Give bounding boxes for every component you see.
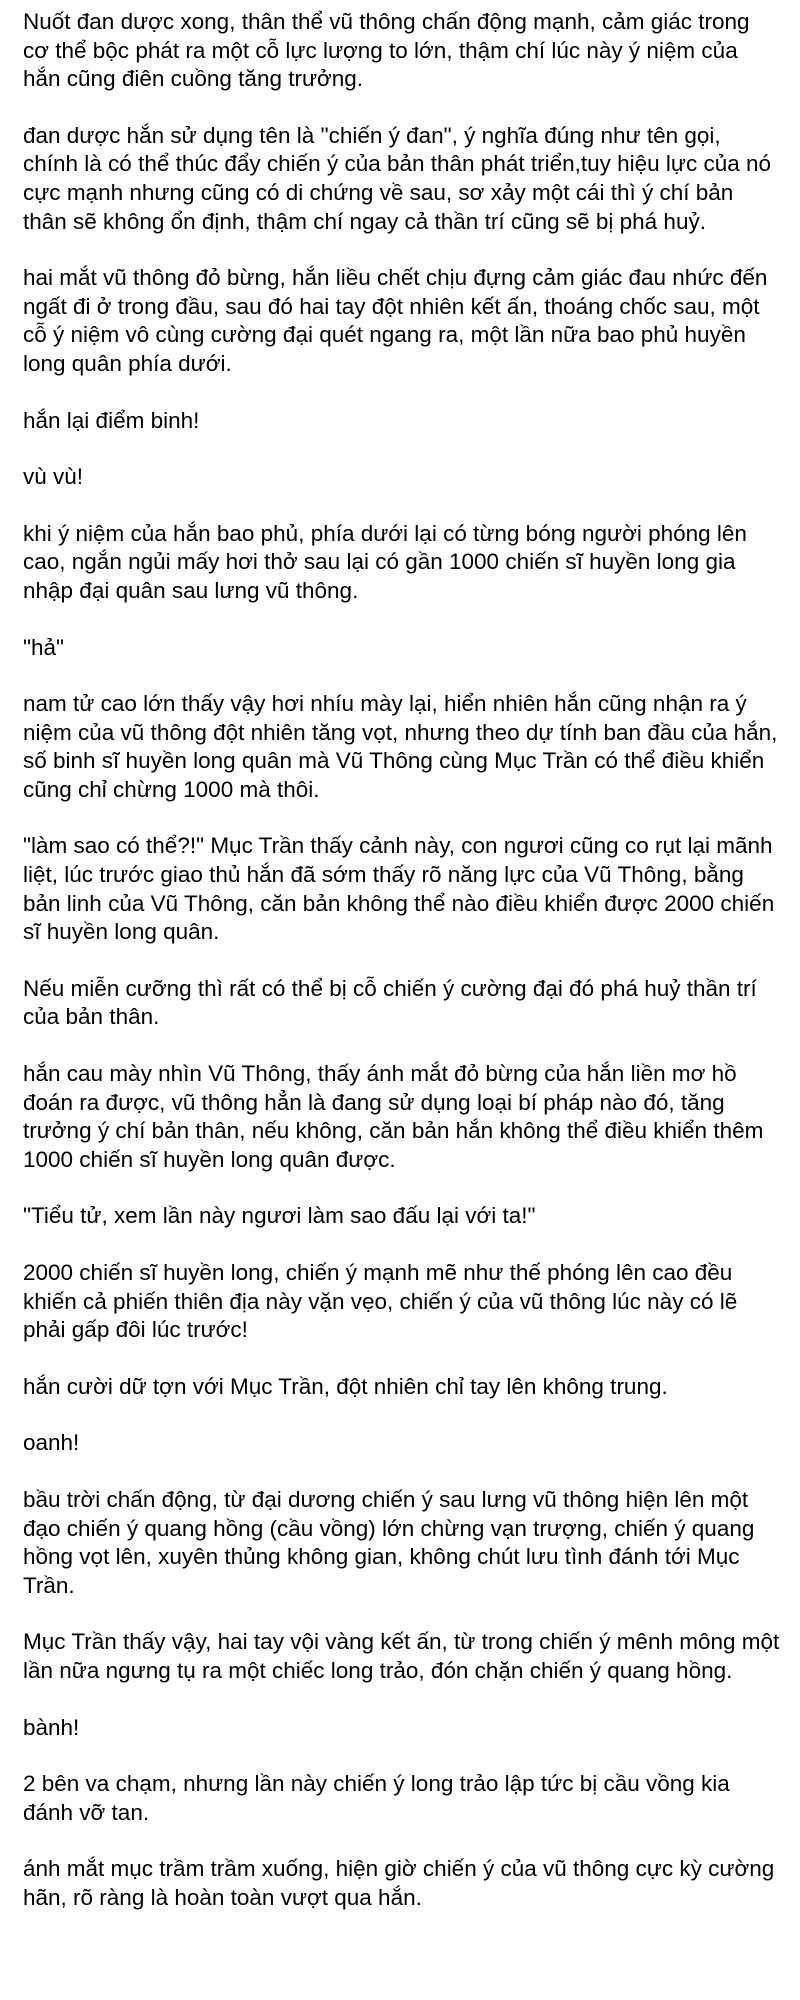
paragraph-12: "Tiểu tử, xem lần này ngươi làm sao đấu lại với ta!" xyxy=(23,1203,536,1229)
paragraph-6: khi ý niệm của hắn bao phủ, phía dưới lại có từng bóng người phóng lên cao, ngắn ngủi mấy hơi thở sau lại có gần 1000 chiến sĩ huyền long gia nhập đại quân sau lưng vũ thông. xyxy=(23,520,747,603)
paragraph-20: ánh mắt mục trầm trầm xuống, hiện giờ chiến ý của vũ thông cực kỳ cường hãn, rõ ràng là hoàn toàn vượt qua hắn. xyxy=(23,1856,775,1910)
paragraph-3: hai mắt vũ thông đỏ bừng, hắn liều chết chịu đựng cảm giác đau nhức đến ngất đi ở trong đầu, sau đó hai tay đột nhiên kết ấn, thoáng chốc sau, một cỗ ý niệm vô cùng cường đại quét ngang ra, một lần nữa bao phủ huyền long quân phía dưới. xyxy=(23,265,768,376)
paragraph-5: vù vù! xyxy=(23,464,84,490)
paragraph-19: 2 bên va chạm, nhưng lần này chiến ý long trảo lập tức bị cầu vồng kia đánh vỡ tan. xyxy=(23,1771,730,1825)
paragraph-1: Nuốt đan dược xong, thân thể vũ thông chấn động mạnh, cảm giác trong cơ thể bộc phát ra một cỗ lực lượng to lớn, thậm chí lúc này ý niệm của hắn cũng điên cuồng tăng trưởng. xyxy=(23,9,750,92)
paragraph-2: đan dược hắn sử dụng tên là "chiến ý đan", ý nghĩa đúng như tên gọi, chính là có thể thúc đẩy chiến ý của bản thân phát triển,tuy hiệu lực của nó cực mạnh nhưng cũng có di chứng về sau, sơ xảy một cái thì ý chí bản thân sẽ không ổn định, thậm chí ngay cả thần trí cũng sẽ bị phá huỷ. xyxy=(23,122,772,234)
paragraph-15: oanh! xyxy=(23,1430,80,1456)
paragraph-17: Mục Trần thấy vậy, hai tay vội vàng kết ấn, từ trong chiến ý mênh mông một lần nữa ngưng tụ ra một chiếc long trảo, đón chặn chiến ý quang hồng. xyxy=(23,1629,780,1683)
paragraph-11: hắn cau mày nhìn Vũ Thông, thấy ánh mắt đỏ bừng của hắn liền mơ hồ đoán ra được, vũ thông hẳn là đang sử dụng loại bí pháp nào đó, tăng trưởng ý chí bản thân, nếu không, căn bản hắn không thể điều khiển thêm 1000 chiến sĩ huyền long quân được. xyxy=(23,1061,764,1172)
paragraph-8: nam tử cao lớn thấy vậy hơi nhíu mày lại, hiển nhiên hắn cũng nhận ra ý niệm của vũ thông đột nhiên tăng vọt, nhưng theo dự tính ban đầu của hắn, số binh sĩ huyền long quân mà Vũ Thông cùng Mục Trần có thể điều khiển cũng chỉ chừng 1000 mà thôi. xyxy=(23,691,778,802)
paragraph-9: "làm sao có thể?!" Mục Trần thấy cảnh này, con ngươi cũng co rụt lại mãnh liệt, lúc trước giao thủ hắn đã sớm thấy rõ năng lực của Vũ Thông, bằng bản linh của Vũ Thông, căn bản không thể nào điều khiển được 2000 chiến sĩ huyền long quân. xyxy=(23,833,775,945)
paragraph-14: hắn cười dữ tợn với Mục Trần, đột nhiên chỉ tay lên không trung. xyxy=(23,1373,668,1399)
paragraph-13: 2000 chiến sĩ huyền long, chiến ý mạnh mẽ như thế phóng lên cao đều khiến cả phiến thiên địa này vặn vẹo, chiến ý của vũ thông lúc này có lẽ phải gấp đôi lúc trước! xyxy=(23,1260,738,1343)
paragraph-16: bầu trời chấn động, từ đại dương chiến ý sau lưng vũ thông hiện lên một đạo chiến ý quang hồng (cầu vồng) lớn chừng vạn trượng, chiến ý quang hồng vọt lên, xuyên thủng không gian, không chút lưu tình đánh tới Mục Trần. xyxy=(23,1486,755,1598)
paragraph-18: bành! xyxy=(23,1714,80,1740)
paragraph-7: "hả" xyxy=(23,634,65,660)
paragraph-10: Nếu miễn cưỡng thì rất có thể bị cỗ chiến ý cường đại đó phá huỷ thần trí của bản thân. xyxy=(23,975,757,1030)
paragraph-4: hắn lại điểm binh! xyxy=(23,407,200,433)
